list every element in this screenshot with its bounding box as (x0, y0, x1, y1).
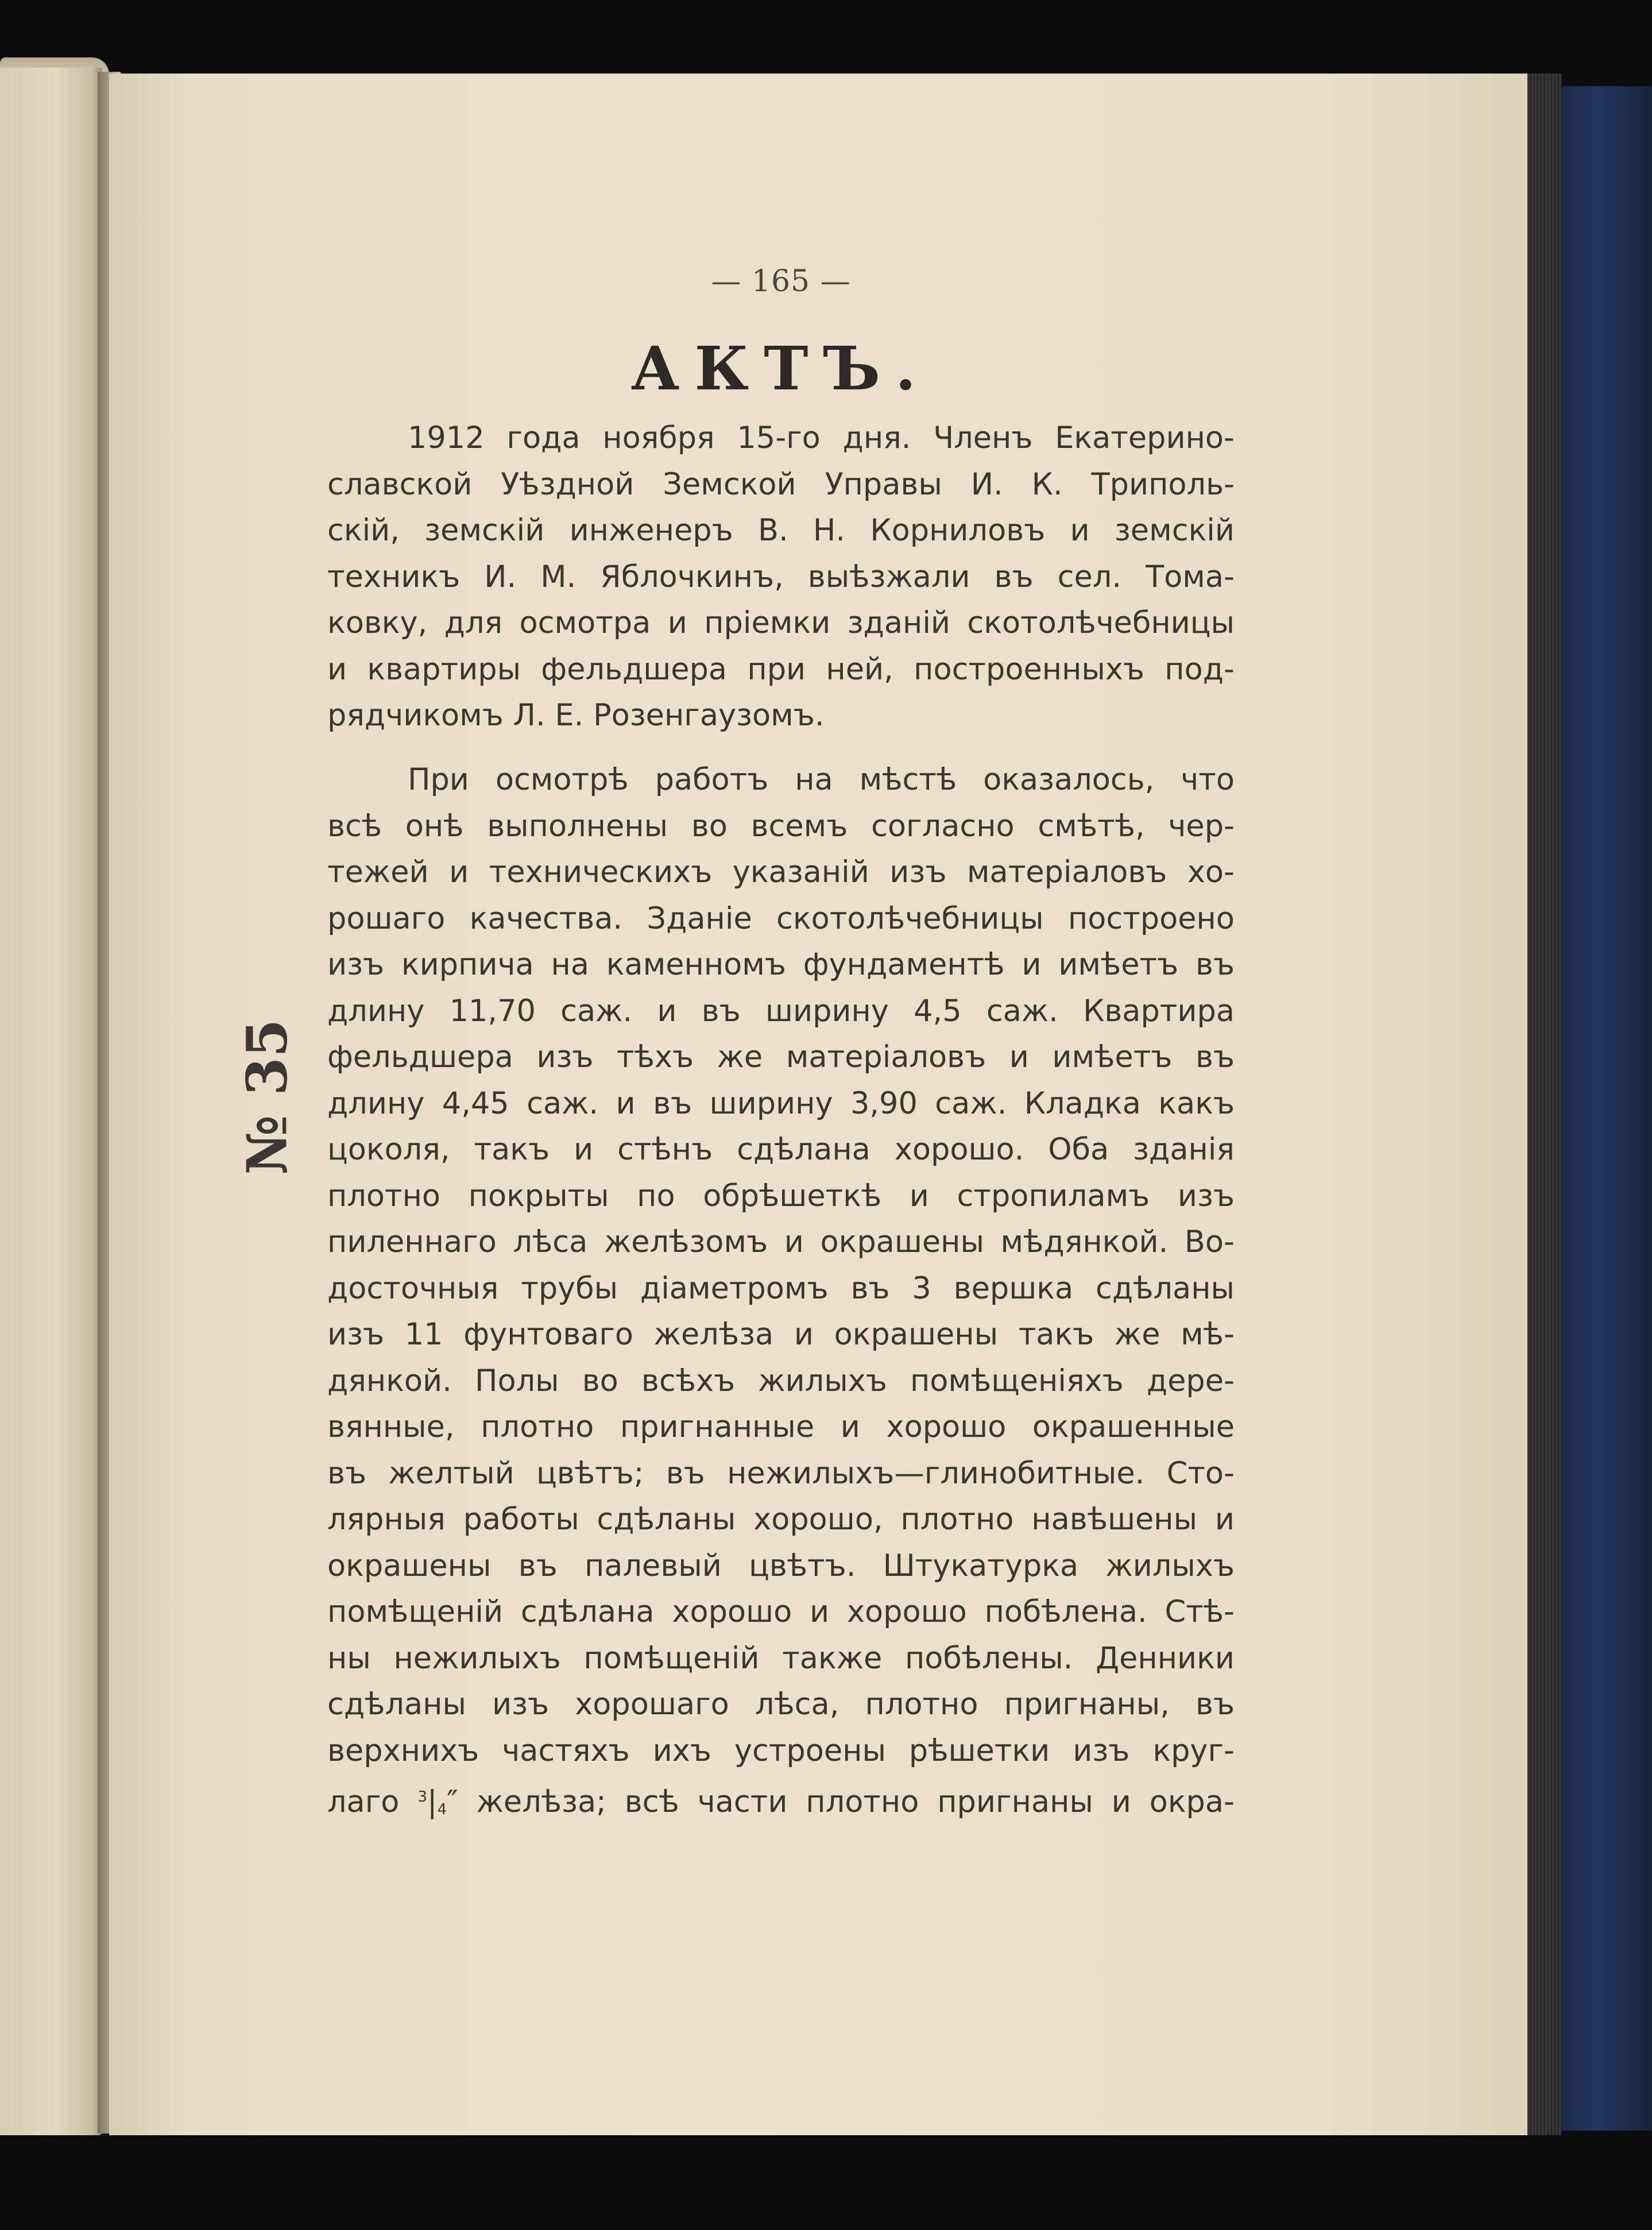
fraction-denominator: 4 (437, 1801, 447, 1818)
text-fragment: желѣза; всѣ части плотно пригнаны и окра- (476, 1784, 1235, 1819)
text-line: фельдшера изъ тѣхъ же матеріаловъ и имѣетъ въ (327, 1039, 1235, 1075)
text-line: славской Уѣздной Земской Управы И. К. Триполь- (327, 466, 1235, 502)
fraction-numerator: 3 (417, 1788, 427, 1806)
text-line: цоколя, такъ и стѣнъ сдѣлана хорошо. Оба зданія (327, 1132, 1235, 1167)
paragraph-1 (327, 415, 1235, 739)
book-cover-edge (1562, 86, 1652, 2131)
margin-document-number-text: № 35 (234, 1019, 300, 1175)
text-line: помѣщеній сдѣлана хорошо и хорошо побѣлена. Стѣ- (327, 1594, 1235, 1629)
text-line: досточныя трубы діаметромъ въ 3 вершка сдѣланы (327, 1270, 1235, 1306)
text-line: тежей и техническихъ указаній изъ матеріаловъ хо- (327, 855, 1235, 890)
document-title: АКТЪ. (630, 333, 931, 404)
text-line: всѣ онѣ выполнены во всемъ согласно смѣтѣ, чер- (327, 808, 1235, 844)
page-stack-edge (1527, 74, 1562, 2135)
text-line: скій, земскій инженеръ В. Н. Корниловъ и земскій (327, 513, 1235, 548)
text-line: пиленнаго лѣса желѣзомъ и окрашены мѣдянкой. Во- (327, 1224, 1235, 1259)
text-line: ковку, для осмотра и пріемки зданій скотолѣчебницы (327, 605, 1235, 640)
text-line: техникъ И. М. Яблочкинъ, выѣзжали въ сел. Тома- (327, 559, 1235, 594)
text-line-final (327, 1774, 1235, 1821)
text-line: верхнихъ частяхъ ихъ устроены рѣшетки изъ круг- (327, 1733, 1235, 1768)
text-line: При осмотрѣ работъ на мѣстѣ оказалось, что (408, 762, 1235, 797)
page-number: — 165 — (711, 264, 851, 299)
scan-background-bottom (0, 2135, 1652, 2230)
text-line: изъ кирпича на каменномъ фундаментѣ и имѣетъ въ (327, 947, 1235, 982)
margin-document-number (227, 1019, 307, 1175)
paragraph-2 (327, 757, 1235, 1821)
text-line: рошаго качества. Зданіе скотолѣчебницы построено (327, 900, 1235, 936)
inch-mark: ″ (447, 1784, 458, 1819)
text-line: 1912 года ноября 15-го дня. Членъ Екатерино- (408, 420, 1235, 455)
scan-background-top (0, 0, 1652, 75)
text-line: вянные, плотно пригнанные и хорошо окрашенные (327, 1409, 1235, 1444)
left-facing-page (0, 68, 102, 2135)
text-line: изъ 11 фунтоваго желѣза и окрашены такъ же мѣ- (327, 1317, 1235, 1352)
text-line: длину 11,70 саж. и въ ширину 4,5 саж. Квартира (327, 993, 1235, 1029)
text-line: окрашены въ палевый цвѣтъ. Штукатурка жилыхъ (327, 1548, 1235, 1583)
text-line: сдѣланы изъ хорошаго лѣса, плотно пригнаны, въ (327, 1687, 1235, 1722)
text-line: ны нежилыхъ помѣщеній также побѣлены. Денники (327, 1640, 1235, 1676)
text-line: плотно покрыты по обрѣшеткѣ и стропиламъ изъ (327, 1178, 1235, 1213)
text-line: дянкой. Полы во всѣхъ жилыхъ помѣщеніяхъ дере- (327, 1363, 1235, 1398)
text-line: въ желтый цвѣтъ; въ нежилыхъ—глинобитные. Сто- (327, 1455, 1235, 1491)
text-fragment: лаго (327, 1784, 400, 1819)
fraction-separator: | (427, 1784, 438, 1819)
text-line: рядчикомъ Л. Е. Розенгаузомъ. (327, 698, 825, 733)
text-line: и квартиры фельдшера при ней, построенныхъ под- (327, 651, 1235, 687)
text-line: длину 4,45 саж. и въ ширину 3,90 саж. Кладка какъ (327, 1085, 1235, 1121)
text-line: лярныя работы сдѣланы хорошо, плотно навѣшены и (327, 1502, 1235, 1537)
